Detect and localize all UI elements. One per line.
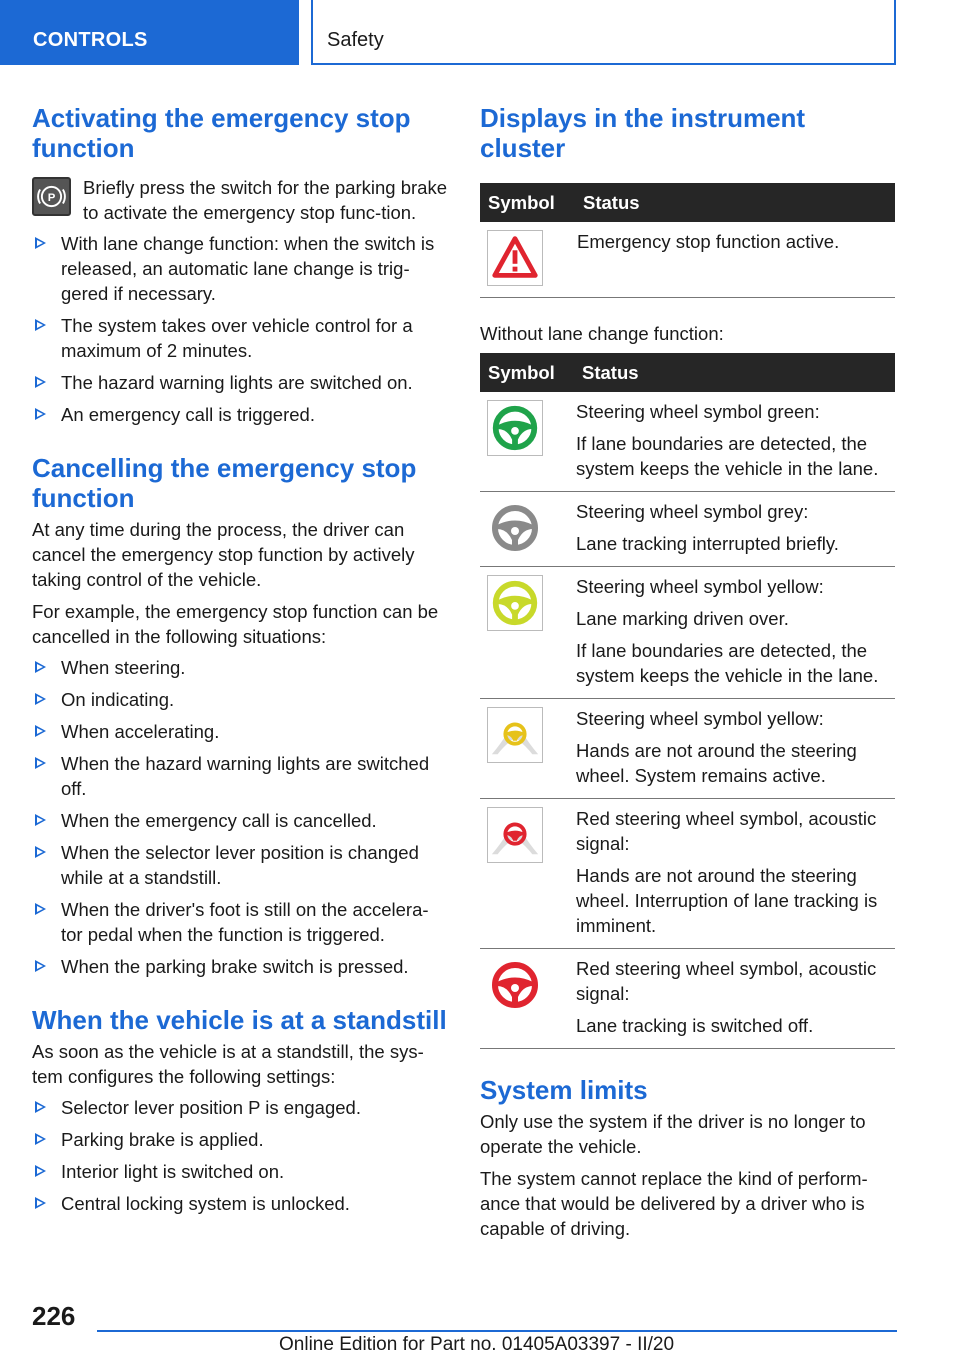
list-item: When the parking brake switch is pressed.: [32, 954, 450, 979]
steering-wheel-red-hands-icon: [487, 807, 543, 863]
left-column: [32, 103, 450, 1223]
status-text: Hands are not around the steering wheel. System remains active.: [576, 740, 857, 786]
list-item: When the selector lever position is changed while at a standstill.: [32, 840, 450, 890]
triangle-bullet-icon: [35, 846, 46, 858]
warning-triangle-icon: [487, 230, 543, 286]
section-label: CONTROLS: [33, 29, 148, 51]
activate-intro-text: Briefly press the switch for the parking brake to activate the emergency stop func-tion.: [83, 177, 447, 223]
status-text: Lane marking driven over.: [576, 608, 789, 629]
col-header-status: Status: [574, 353, 895, 392]
limits-paragraph-1: Only use the system if the driver is no longer to operate the vehicle.: [480, 1111, 866, 1157]
activate-list: [32, 231, 450, 427]
activate-intro: [32, 175, 450, 225]
col-header-status: Status: [575, 183, 895, 222]
status-text: Hands are not around the steering wheel. Interruption of lane tracking is imminent.: [576, 865, 878, 936]
triangle-bullet-icon: [35, 408, 46, 420]
table-row: [480, 699, 895, 799]
section-tab: [0, 0, 299, 65]
table-row: [480, 492, 895, 567]
status-text: Emergency stop function active.: [577, 231, 840, 252]
table-row: [480, 799, 895, 949]
triangle-bullet-icon: [35, 1165, 46, 1177]
steering-wheel-yellow-hands-icon: [487, 707, 543, 763]
steering-wheel-yellow-icon: [487, 575, 543, 631]
list-item: On indicating.: [32, 687, 450, 712]
list-item: The hazard warning lights are switched on.: [32, 370, 450, 395]
list-item: When the driver's foot is still on the accelera-tor pedal when the function is triggered.: [32, 897, 450, 947]
list-item: When the emergency call is cancelled.: [32, 808, 450, 833]
triangle-bullet-icon: [35, 814, 46, 826]
cancel-paragraph-1: At any time during the process, the driver can cancel the emergency stop function by actively taking control of the vehicle.: [32, 519, 415, 590]
triangle-bullet-icon: [35, 1133, 46, 1145]
triangle-bullet-icon: [35, 725, 46, 737]
steering-wheel-red-icon: [487, 957, 543, 1013]
list-item: The system takes over vehicle control for a maximum of 2 minutes.: [32, 313, 450, 363]
list-item: Central locking system is unlocked.: [32, 1191, 450, 1216]
triangle-bullet-icon: [35, 960, 46, 972]
steering-wheel-green-icon: [487, 400, 543, 456]
triangle-bullet-icon: [35, 237, 46, 249]
heading-standstill: When the vehicle is at a standstill: [32, 1005, 447, 1035]
status-text: Lane tracking interrupted briefly.: [576, 533, 839, 554]
table-row: [480, 392, 895, 492]
table-row: [480, 222, 895, 298]
lane-status-table: [480, 353, 895, 1049]
list-item: When the hazard warning lights are switched off.: [32, 751, 450, 801]
list-item: When accelerating.: [32, 719, 450, 744]
triangle-bullet-icon: [35, 1101, 46, 1113]
triangle-bullet-icon: [35, 1197, 46, 1209]
heading-activate: Activating the emergency stop function: [32, 103, 411, 163]
status-text: Red steering wheel symbol, acoustic signal:: [576, 958, 877, 1004]
list-item: Selector lever position P is engaged.: [32, 1095, 450, 1120]
table-row: [480, 567, 895, 699]
heading-displays: Displays in the instrument cluster: [480, 103, 806, 163]
svg-text:P: P: [47, 191, 56, 204]
status-text: Steering wheel symbol yellow:: [576, 576, 824, 597]
heading-cancel: Cancelling the emergency stop function: [32, 453, 417, 513]
page-number: 226: [32, 1301, 76, 1331]
status-text: Red steering wheel symbol, acoustic signal:: [576, 808, 877, 854]
triangle-bullet-icon: [35, 319, 46, 331]
status-text: If lane boundaries are detected, the system keeps the vehicle in the lane.: [576, 433, 879, 479]
chapter-label: Safety: [327, 29, 384, 51]
col-header-symbol: Symbol: [480, 183, 575, 222]
cancel-paragraph-2: For example, the emergency stop function can be cancelled in the following situations:: [32, 601, 439, 647]
emergency-status-table: [480, 183, 895, 298]
footer-edition: Online Edition for Part no. 01405A03397 - II/20: [279, 1334, 675, 1355]
triangle-bullet-icon: [35, 661, 46, 673]
list-item: An emergency call is triggered.: [32, 402, 450, 427]
triangle-bullet-icon: [35, 757, 46, 769]
heading-limits: System limits: [480, 1075, 648, 1105]
triangle-bullet-icon: [35, 376, 46, 388]
standstill-paragraph: As soon as the vehicle is at a standstill, the sys-tem configures the following settings:: [32, 1041, 424, 1087]
triangle-bullet-icon: [35, 903, 46, 915]
list-item: When steering.: [32, 655, 450, 680]
triangle-bullet-icon: [35, 693, 46, 705]
right-column: [480, 103, 895, 1241]
col-header-symbol: Symbol: [480, 353, 574, 392]
status-text: Steering wheel symbol yellow:: [576, 708, 824, 729]
chapter-tab: [311, 0, 896, 65]
status-text: If lane boundaries are detected, the system keeps the vehicle in the lane.: [576, 640, 879, 686]
list-item: Interior light is switched on.: [32, 1159, 450, 1184]
parking-brake-switch-icon: [32, 177, 71, 216]
list-item: With lane change function: when the switch is released, an automatic lane change is trig-gered if necessary.: [32, 231, 450, 306]
steering-wheel-grey-icon: [487, 500, 543, 556]
without-lane-label: Without lane change function:: [480, 323, 724, 344]
cancel-list: [32, 655, 450, 979]
status-text: Lane tracking is switched off.: [576, 1015, 814, 1036]
list-item: Parking brake is applied.: [32, 1127, 450, 1152]
table-row: [480, 949, 895, 1049]
standstill-list: [32, 1095, 450, 1216]
status-text: Steering wheel symbol green:: [576, 401, 820, 422]
limits-paragraph-2: The system cannot replace the kind of perform-ance that would be delivered by a driver who is capable of driving.: [480, 1168, 868, 1239]
status-text: Steering wheel symbol grey:: [576, 501, 809, 522]
